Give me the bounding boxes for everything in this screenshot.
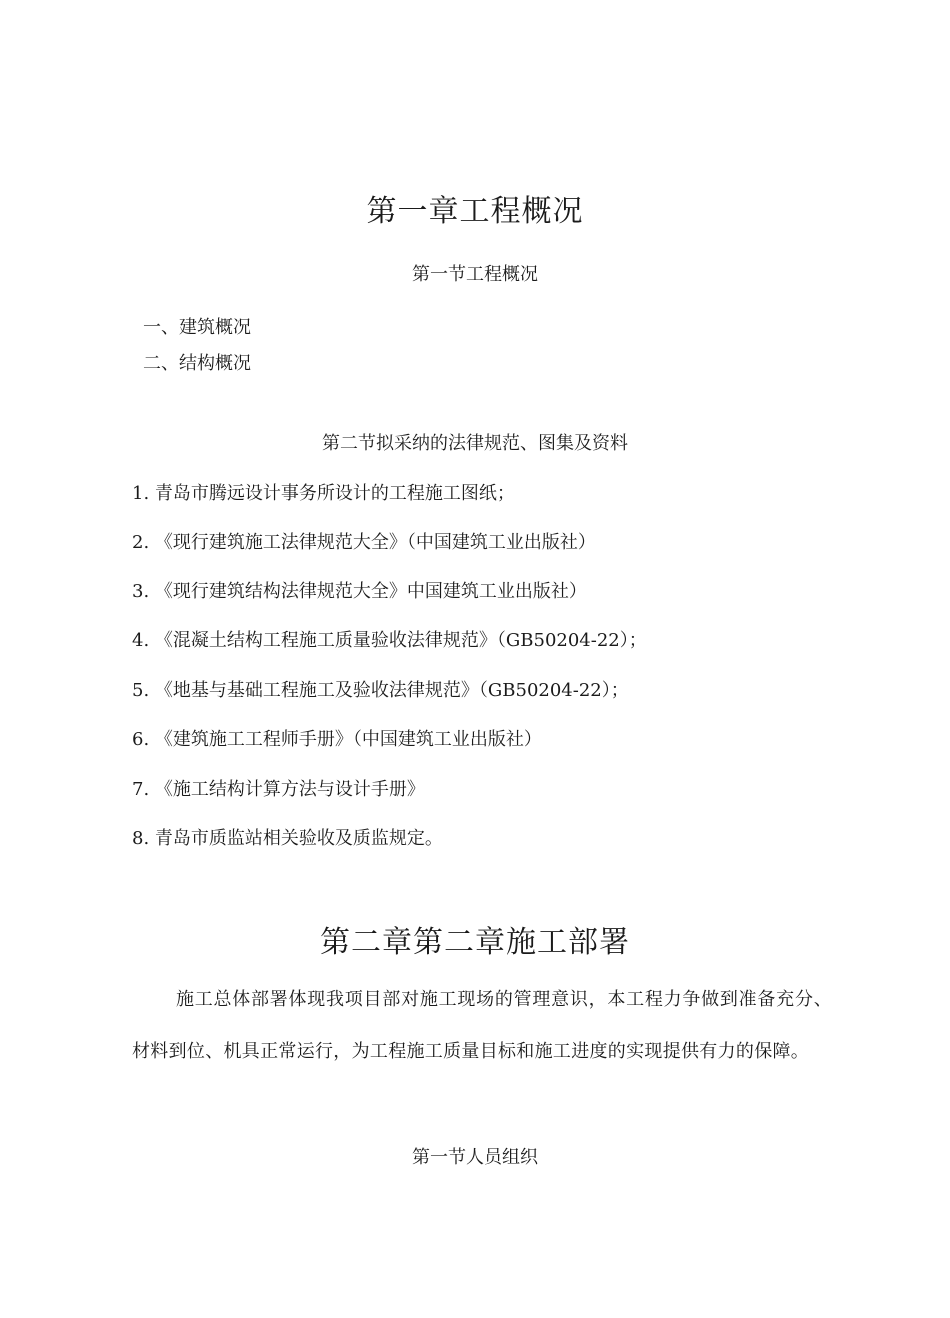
chapter-2-title: 第二章第二章施工部署: [320, 925, 630, 960]
reference-item-2: 2. 《现行建筑施工法律规范大全》（中国建筑工业出版社）: [132, 532, 596, 553]
subsection-structure: 二、结构概况: [143, 353, 251, 374]
reference-item-4: 4. 《混凝土结构工程施工质量验收法律规范》（GB50204-22）；: [132, 630, 647, 651]
subsection-architecture: 一、建筑概况: [143, 317, 251, 338]
reference-item-5: 5. 《地基与基础工程施工及验收法律规范》（GB50204-22）；: [132, 680, 629, 701]
reference-item-6: 6. 《建筑施工工程师手册》（中国建筑工业出版社）: [132, 729, 542, 750]
reference-item-8: 8. 青岛市质监站相关验收及质监规定。: [132, 828, 443, 849]
chapter-1-title: 第一章工程概况: [366, 194, 584, 229]
chapter-2-intro-paragraph: 施工总体部署体现我项目部对施工现场的管理意识，本工程力争做到准备充分、材料到位、机具正常运行，为工程施工质量目标和施工进度的实现提供有力的保障。: [132, 989, 832, 1062]
section-1-2-title: 第二节拟采纳的法律规范、图集及资料: [322, 433, 628, 454]
reference-item-7: 7. 《施工结构计算方法与设计手册》: [132, 779, 425, 800]
reference-item-3: 3. 《现行建筑结构法律规范大全》中国建筑工业出版社）: [132, 581, 587, 602]
section-1-1-title: 第一节工程概况: [412, 264, 538, 285]
reference-item-1: 1. 青岛市腾远设计事务所设计的工程施工图纸；: [132, 483, 515, 504]
section-2-1-title: 第一节人员组织: [412, 1147, 538, 1168]
